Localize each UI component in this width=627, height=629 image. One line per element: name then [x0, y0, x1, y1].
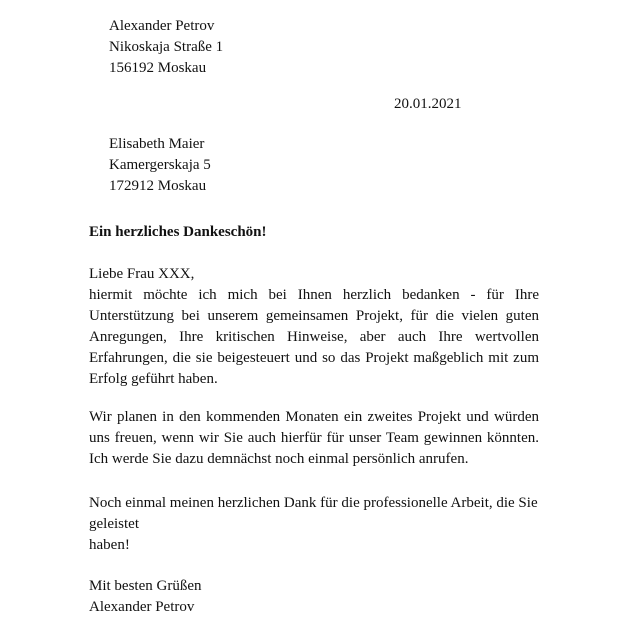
sender-city: 156192 Moskau [109, 60, 207, 76]
closing-greeting: Mit besten Grüßen [89, 578, 202, 594]
paragraph-thanks: hiermit möchte ich mich bei Ihnen herzlich bedanken - für Ihre Unterstützung bei unserem gemeinsamen Projekt, für die vielen guten Anregungen, Ihre kritischen Hinweise, aber auch Ihre wertvollen Erfahrungen, die sie beigesteuert und so das Projekt maßgeblich mit zum Erfolg geführt haben. [89, 287, 539, 387]
recipient-name: Elisabeth Maier [109, 136, 205, 152]
recipient-city: 172912 Moskau [109, 178, 207, 194]
sender-name: Alexander Petrov [109, 18, 215, 34]
sender-address [109, 16, 223, 79]
recipient-street: Kamergerskaja 5 [109, 157, 211, 173]
closing-thanks-line-1: Noch einmal meinen herzlichen Dank für die professionelle Arbeit, die Sie [89, 495, 538, 511]
salutation: Liebe Frau XXX, [89, 266, 195, 282]
paragraph-closing-thanks [89, 493, 539, 556]
closing-block [89, 576, 201, 618]
closing-thanks-line-2: geleistet [89, 516, 139, 532]
letter-date: 20.01.2021 [394, 96, 462, 112]
closing-thanks-line-3: haben! [89, 537, 130, 553]
paragraph-next-project: Wir planen in den kommenden Monaten ein zweites Projekt und würden uns freuen, wenn wir Sie auch hierfür für unser Team gewinnen könnten. Ich werde Sie dazu demnächst noch einmal persönlich anrufen. [89, 409, 539, 467]
closing-name: Alexander Petrov [89, 599, 195, 615]
letter-subject: Ein herzliches Dankeschön! [89, 224, 267, 240]
recipient-address [109, 134, 211, 197]
sender-street: Nikoskaja Straße 1 [109, 39, 224, 55]
